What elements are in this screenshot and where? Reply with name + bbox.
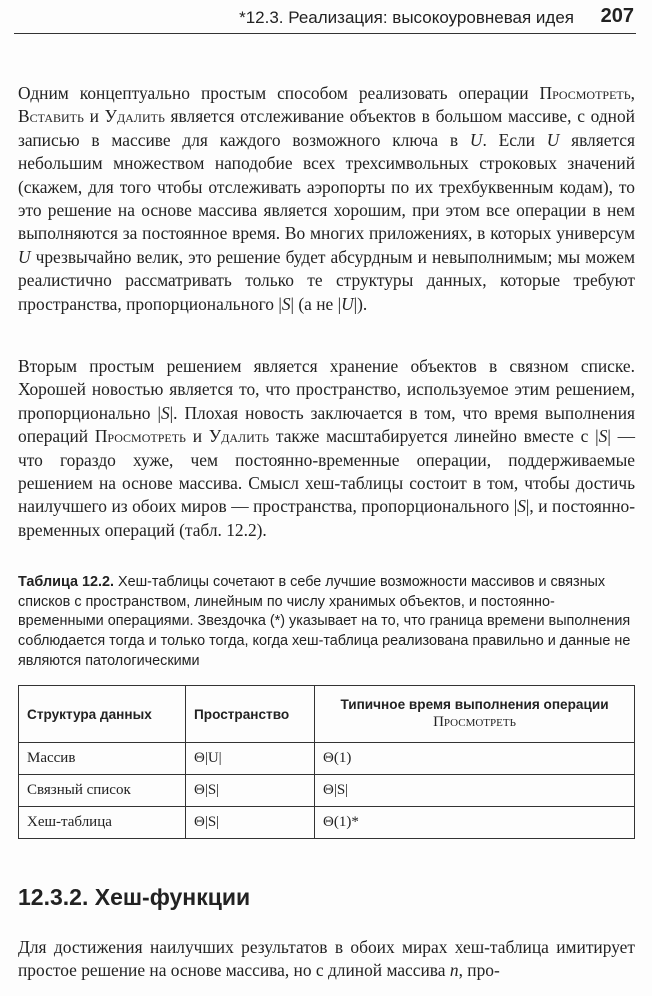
comparison-table	[18, 685, 635, 839]
cell-structure: Связный список	[19, 775, 186, 807]
header-rule	[14, 33, 636, 34]
running-header	[0, 0, 652, 40]
paragraph-1: Одним концептуально простым способом реализовать операции Просмотреть, Вставить и Удалить является отслеживание объектов в большом массиве, с одной записью в массиве для каждого возможного ключа в U. Если U является небольшим множеством наподобие всех трехсимвольных строковых значений (скажем, для того чтобы отслеживать аэропорты по их трехбуквенным кодам), то это решение на основе массива является хорошим, при этом все операции в нем выполняются за постоянное время. Во многих приложениях, в которых универсум U чрезвычайно велик, это решение будет абсурдным и невыполнимым; мы можем реалистично рассматривать только те структуры данных, которые требуют пространства, пропорционального |S| (а не |U|).	[18, 83, 635, 314]
operation-delete: Удалить	[208, 426, 270, 447]
page-number: 207	[600, 5, 634, 27]
cell-runtime: Θ|S|	[315, 775, 635, 807]
table-row	[19, 807, 635, 839]
table-row	[19, 775, 635, 807]
table-caption: Таблица 12.2. Хеш-таблицы сочетают в себе лучшие возможности массивов и связных списков с пространством, линейным по числу хранимых объектов, и постоянно-временными операциями. Звездочка (*) указывает на то, что граница времени выполнения соблюдается тогда и только тогда, когда хеш-таблица реализована правильно и данные не являются патологическими	[18, 574, 631, 669]
cell-space: Θ|U|	[186, 743, 315, 775]
operation-lookup: Просмотреть	[94, 426, 186, 447]
cell-runtime: Θ(1)	[315, 743, 635, 775]
header-runtime: Типичное время выполнения операции Просмотреть	[315, 686, 635, 743]
cell-space: Θ|S|	[186, 807, 315, 839]
section-heading: 12.3.2. Хеш-функции	[18, 884, 251, 910]
paragraph-3: Для достижения наилучших результатов в обоих мирах хеш-таблица имитирует простое решение на основе массива, но с длиной массива n, про-	[18, 937, 635, 981]
table-caption-label: Таблица 12.2.	[18, 574, 114, 590]
header-runtime-operation: Просмотреть	[433, 714, 516, 730]
cell-space: Θ|S|	[186, 775, 315, 807]
operation-lookup: Просмотреть	[539, 83, 631, 103]
table-header-row	[19, 686, 635, 743]
paragraph-2: Вторым простым решением является хранение объектов в связном списке. Хорошей новостью является то, что пространство, используемое этим решением, пропорционально |S|. Плохая новость заключается в том, что время выполнения операций Просмотреть и Удалить также масштабируется линейно вместе с |S| — что гораздо хуже, чем постоянно-временные операции, поддерживаемые решением на основе массива. Смысл хеш-таблицы состоит в том, чтобы достичь наилучшего из обоих миров — пространства, пропорционального |S|, и постоянно-временных операций (табл. 12.2).	[18, 356, 636, 540]
cell-structure: Массив	[19, 743, 186, 775]
running-title: *12.3. Реализация: высокоуровневая идея	[239, 8, 574, 27]
cell-runtime: Θ(1)*	[315, 807, 635, 839]
header-structure: Структура данных	[19, 686, 186, 743]
table-row	[19, 743, 635, 775]
cell-structure: Хеш-таблица	[19, 807, 186, 839]
header-space: Пространство	[186, 686, 315, 743]
operation-insert: Вставить	[18, 106, 84, 127]
operation-delete: Удалить	[104, 106, 165, 127]
